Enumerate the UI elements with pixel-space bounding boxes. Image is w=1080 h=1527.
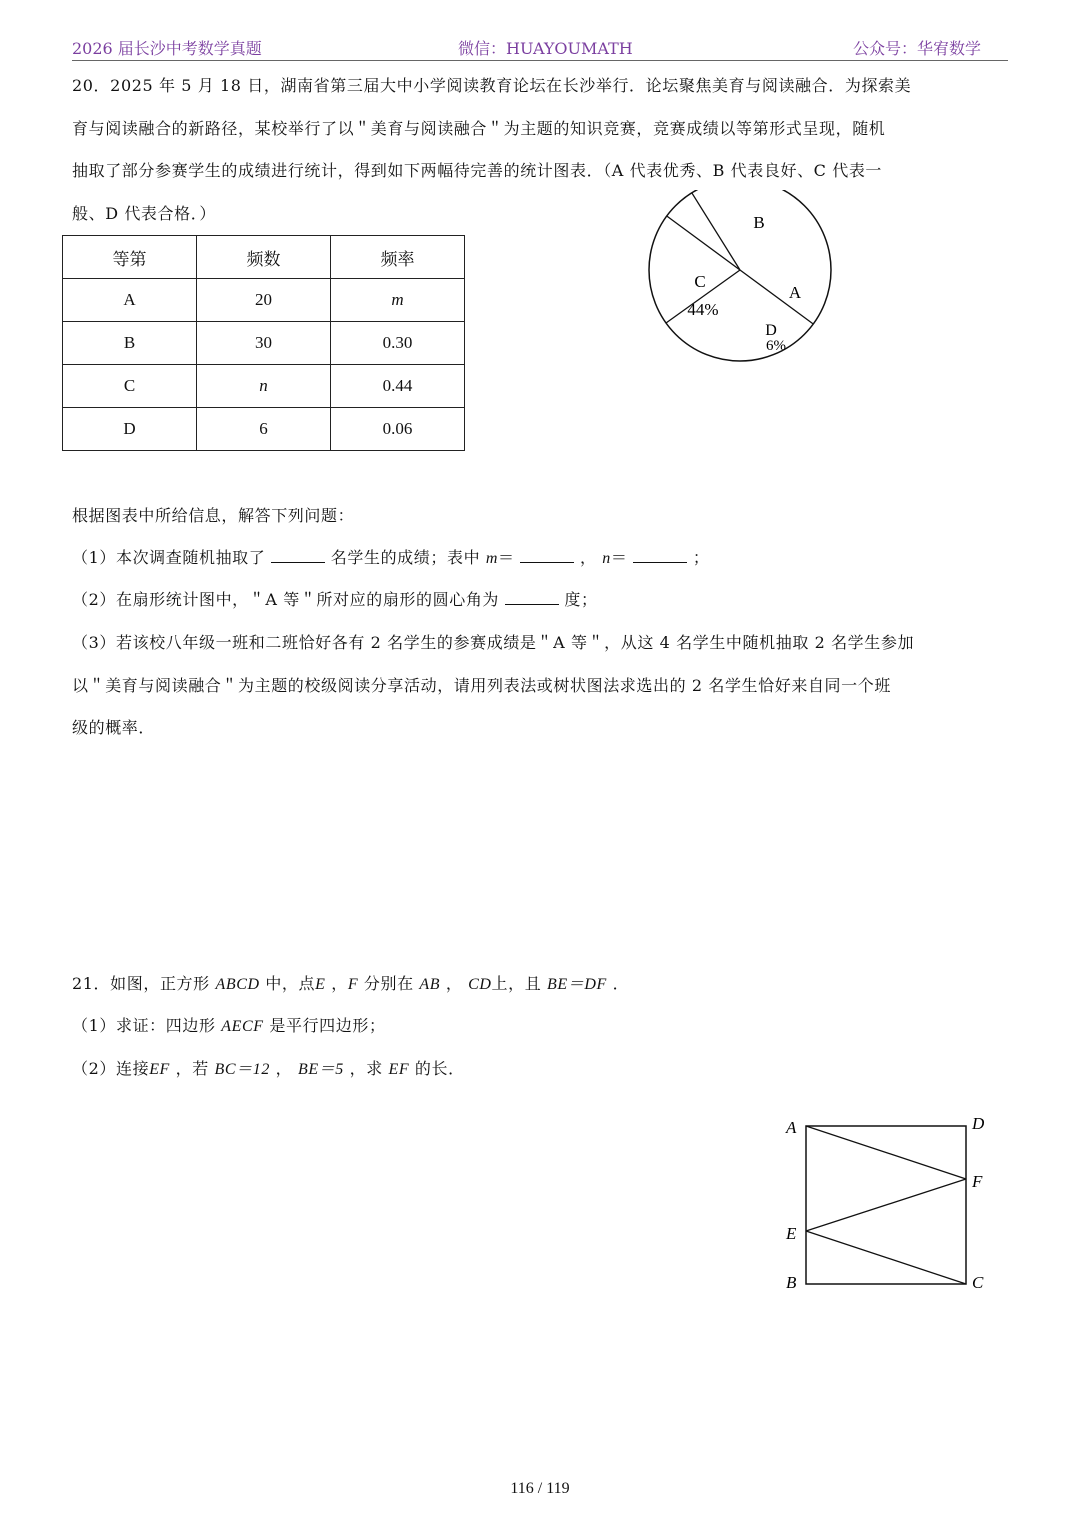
table-cell: 6 — [197, 408, 331, 451]
q21-part1 — [72, 1005, 1012, 1048]
q21-text: 是平行四边形； — [269, 1016, 386, 1035]
answer-blank — [505, 586, 559, 605]
q21-text: ． — [612, 974, 630, 993]
q20-part2-text-a: （2）在扇形统计图中，＂A 等＂所对应的扇形的圆心角为 — [72, 590, 500, 609]
pie-label-c: C — [694, 272, 706, 291]
equals-sign: ＝ — [498, 548, 515, 567]
q21-title — [72, 963, 1012, 1006]
point-label-b: B — [786, 1273, 797, 1292]
point-label-d: D — [972, 1114, 985, 1133]
table-header-cell: 频数 — [197, 236, 331, 279]
pie-slice-boundary-d — [667, 216, 740, 270]
table-row — [63, 408, 465, 451]
table-cell: C — [63, 365, 197, 408]
q20-line1: 20．2025 年 5 月 18 日，湖南省第三届大中小学阅读教育论坛在长沙举行．论坛聚焦美育与阅读融合．为探索美 — [72, 76, 912, 95]
var-ef: EF — [388, 1061, 410, 1078]
table-cell: n — [197, 365, 331, 408]
q20-part3-line1: （3）若该校八年级一班和二班恰好各有 2 名学生的参赛成绩是＂A 等＂，从这 4 名学生中随机抽取 2 名学生参加 — [72, 633, 915, 652]
q20-part3-line3: 级的概率． — [72, 718, 156, 737]
q20-part3-line2: 以＂美育与阅读融合＂为主题的校级阅读分享活动，请用列表法或树状图法求选出的 2 名学生恰好来自同一个班 — [72, 676, 891, 695]
point-label-a: A — [786, 1118, 797, 1137]
table-cell: D — [63, 408, 197, 451]
var-cd: CD — [468, 976, 492, 993]
q21-text: ， — [331, 974, 348, 993]
q21-text: （2）连接 — [72, 1059, 150, 1078]
header-right: 公众号：华宥数学 — [853, 39, 982, 58]
var-ef: EF — [149, 1061, 170, 1078]
var-abcd: ABCD — [215, 976, 260, 993]
header-left: 2026 届长沙中考数学真题 — [72, 39, 262, 58]
table-cell: 20 — [197, 279, 331, 322]
q21-text: 中，点 — [265, 974, 316, 993]
var-n: n — [602, 550, 611, 567]
semicolon: ； — [692, 548, 710, 567]
q21-text: 21．如图，正方形 — [72, 974, 210, 993]
var-aecf: AECF — [221, 1018, 264, 1035]
q21-part2 — [72, 1048, 1012, 1091]
pie-percent-c: 44% — [687, 300, 719, 319]
comma: ， — [580, 548, 597, 567]
pie-slice-boundary-c — [692, 193, 740, 270]
table-header-cell: 频率 — [331, 236, 465, 279]
q20-line2: 育与阅读融合的新路径，某校举行了以＂美育与阅读融合＂为主题的知识竞赛，竞赛成绩以等第形式呈现，随机 — [72, 119, 886, 138]
answer-blank — [271, 544, 325, 563]
pie-percent-d: 6% — [766, 338, 786, 354]
table-row — [63, 365, 465, 408]
point-label-f: F — [972, 1172, 983, 1191]
answer-blank — [520, 544, 574, 563]
table-cell: B — [63, 322, 197, 365]
segment-fe — [806, 1179, 966, 1231]
pie-label-d: D — [765, 322, 777, 339]
answer-blank — [633, 544, 687, 563]
q21-text: ， — [445, 974, 463, 993]
var-m: m — [485, 550, 499, 567]
var-be: BE＝5 — [297, 1061, 344, 1078]
q21-text: 的长． — [414, 1059, 465, 1078]
q20-part1-text-b: 名学生的成绩；表中 — [330, 548, 481, 567]
frequency-table — [62, 235, 465, 451]
table-row — [63, 279, 465, 322]
q21-text: 分别在 — [363, 974, 414, 993]
var-ab: AB — [419, 976, 441, 993]
q20-line3: 抽取了部分参赛学生的成绩进行统计，得到如下两幅待完善的统计图表．（A 代表优秀、B 代表良好、C 代表一 — [72, 161, 883, 180]
q20-part1-text-a: （1）本次调查随机抽取了 — [72, 548, 266, 567]
var-e: E — [315, 976, 326, 993]
table-cell: 0.30 — [331, 322, 465, 365]
q21-text: （1）求证：四边形 — [72, 1016, 216, 1035]
pie-outline — [649, 190, 831, 361]
q21-text: ， — [275, 1059, 293, 1078]
var-f: F — [347, 976, 359, 993]
table-header-row — [63, 236, 465, 279]
q20-part2 — [72, 579, 1012, 621]
equals-sign: ＝ — [610, 548, 628, 567]
pie-label-a: A — [788, 283, 802, 302]
table-cell: A — [63, 279, 197, 322]
table-cell: 30 — [197, 322, 331, 365]
var-be-df: BE＝DF — [547, 976, 607, 993]
table-row — [63, 322, 465, 365]
table-header-cell: 等第 — [63, 236, 197, 279]
segment-af — [806, 1126, 966, 1179]
q20-part2-text-b: 度； — [564, 590, 598, 609]
q21-text: 上，且 — [491, 974, 542, 993]
table-cell: m — [331, 279, 465, 322]
point-label-c: C — [972, 1273, 984, 1292]
table-cell: 0.44 — [331, 365, 465, 408]
header-center: 微信：HUAYOUMATH — [458, 39, 633, 58]
q21-text: ，若 — [175, 1059, 209, 1078]
page-number: 116 / 119 — [510, 1480, 570, 1497]
pie-label-b: B — [753, 213, 765, 232]
var-bc: BC＝12 — [214, 1061, 270, 1078]
segment-ec — [806, 1231, 966, 1284]
q20-part1 — [72, 537, 1012, 580]
point-label-e: E — [786, 1224, 797, 1243]
q20-line4: 般、D 代表合格．） — [72, 204, 216, 223]
q20-intro: 根据图表中所给信息，解答下列问题： — [72, 506, 355, 525]
pie-slice-boundary-b — [740, 270, 813, 324]
header-divider — [72, 60, 1008, 61]
table-cell: 0.06 — [331, 408, 465, 451]
square-figure — [775, 1105, 995, 1305]
pie-chart — [640, 190, 840, 370]
q21-text: ，求 — [349, 1059, 383, 1078]
